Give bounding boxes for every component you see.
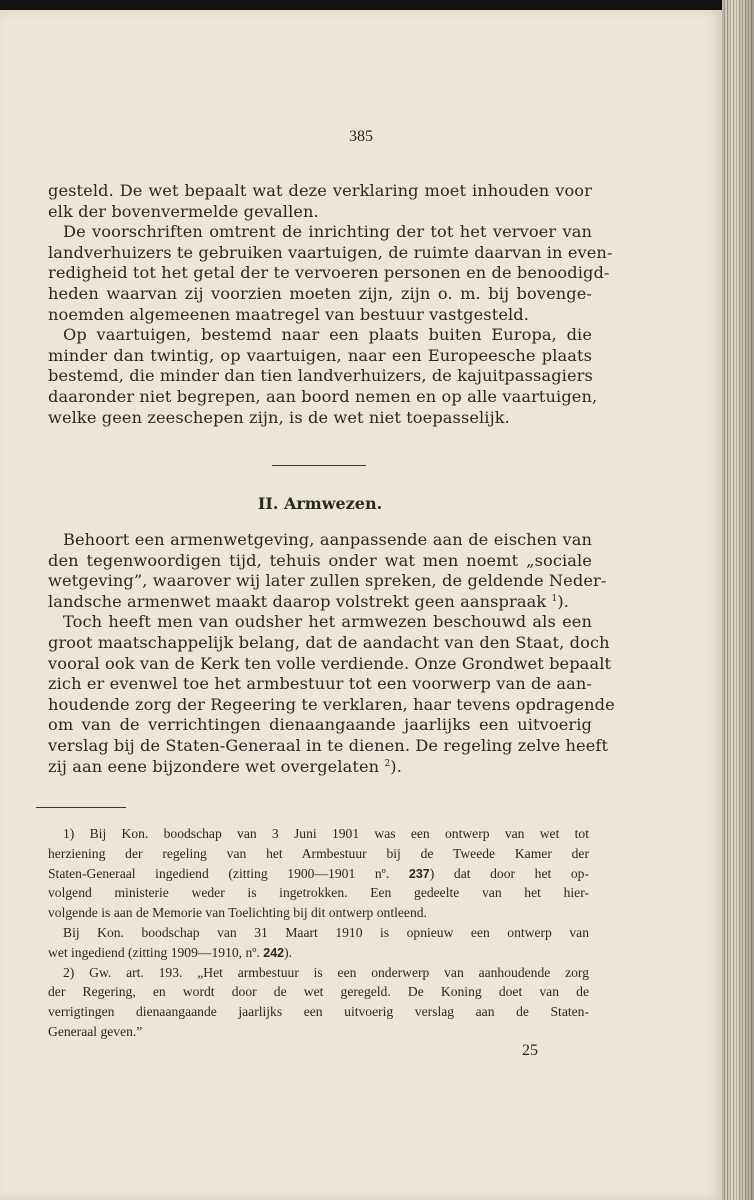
footnote-line: verrigtingen dienaangaande jaarlijks een uitvoerig verslag aan de Staten-	[48, 1004, 589, 1020]
text-line: minder dan twintig, op vaartuigen, naar een Europeesche plaats	[48, 345, 592, 365]
text-line: daaronder niet begrepen, aan boord nemen en op alle vaartuigen,	[48, 386, 598, 406]
text-line: vooral ook van de Kerk ten volle verdiende. Onze Grondwet bepaalt	[48, 653, 612, 673]
footnote-line: volgend ministerie weder is ingetrokken. Een gedeelte van het hier-	[48, 885, 589, 901]
text-line: redigheid tot het getal der te vervoeren personen en de benoodigd-	[48, 263, 610, 283]
text-line: Behoort een armenwetgeving, aanpassende aan de eischen van	[63, 530, 592, 549]
text-line: noemden algemeenen maatregel van bestuur vastgesteld.	[48, 304, 529, 324]
page-number: 385	[349, 128, 373, 145]
text-line: Toch heeft men van oudsher het armwezen beschouwd als een	[63, 612, 592, 632]
section-landverhuizers-text	[48, 181, 613, 428]
text-line: om van de verrichtingen dienaangaande jaarlijks een uitvoerig	[48, 715, 592, 735]
text-line: den tegenwoordigen tijd, tehuis onder wat men noemt „sociale	[48, 550, 592, 570]
text-line: gesteld. De wet bepaalt wat deze verklaring moet inhouden voor	[48, 181, 592, 200]
footnotes	[48, 824, 589, 1042]
section-divider	[272, 465, 366, 466]
footnote-line: 1) Bij Kon. boodschap van 3 Juni 1901 was een ontwerp van wet tot	[63, 826, 589, 841]
footnote-line: 2) Gw. art. 193. „Het armbestuur is een onderwerp van aanhoudende zorg	[63, 964, 589, 980]
text-line: zich er evenwel toe het armbestuur tot een voorwerp van de aan-	[48, 674, 592, 694]
text-line: landverhuizers te gebruiken vaartuigen, de ruimte daarvan in even-	[48, 242, 613, 262]
footnote-line: Bij Kon. boodschap van 31 Maart 1910 is opnieuw een ontwerp van	[63, 924, 589, 940]
text-line: bestemd, die minder dan tien landverhuizers, de kajuitpassagiers	[48, 366, 593, 386]
signature-mark: 25	[522, 1042, 538, 1059]
text-line: elk der bovenvermelde gevallen.	[48, 201, 319, 221]
footnote-ref[interactable]: 2	[384, 758, 391, 769]
text-line: wetgeving”, waarover wij later zullen spreken, de geldende Neder-	[48, 571, 607, 591]
page-edges	[722, 0, 754, 1200]
footnote-line: herziening der regeling van het Armbestuur bij de Tweede Kamer der	[48, 845, 589, 861]
footnote-divider	[36, 807, 126, 808]
book-page	[0, 10, 722, 1200]
scan-border	[0, 0, 754, 10]
footnote-line: der Regering, en wordt door de wet geregeld. De Koning doet van de	[48, 984, 589, 1000]
text-line: verslag bij de Staten-Generaal in te dienen. De regeling zelve heeft	[48, 735, 609, 755]
footnote-line: volgende is aan de Memorie van Toelichting bij dit ontwerp ontleend.	[48, 905, 427, 921]
footnote-line: wet ingediend (zitting 1909—1910, nº. 242).	[48, 944, 293, 960]
footnote-line: Staten-Generaal ingediend (zitting 1900—1901 nº. 237) dat door het op-	[48, 865, 589, 881]
text-line: Op vaartuigen, bestemd naar een plaats buiten Europa, die	[63, 325, 592, 345]
section-armwezen-text	[48, 530, 615, 777]
text-line: landsche armenwet maakt daarop volstrekt geen aanspraak $^1$).	[48, 591, 569, 611]
text-line: houdende zorg der Regeering te verklaren, haar tevens opdragende	[48, 694, 615, 714]
text-line: zij aan eene bijzondere wet overgelaten $^2$).	[48, 756, 402, 776]
section-heading: II. Armwezen.	[257, 494, 383, 513]
text-line: groot maatschappelijk belang, dat de aandacht van den Staat, doch	[48, 632, 610, 652]
text-line: welke geen zeeschepen zijn, is de wet niet toepasselijk.	[48, 407, 510, 427]
footnote-line: Generaal geven.”	[48, 1023, 143, 1039]
footnote-ref[interactable]: 1	[551, 593, 558, 604]
text-line: De voorschriften omtrent de inrichting der tot het vervoer van	[63, 222, 592, 242]
text-line: heden waarvan zij voorzien moeten zijn, zijn o. m. bij bovenge-	[48, 283, 592, 303]
